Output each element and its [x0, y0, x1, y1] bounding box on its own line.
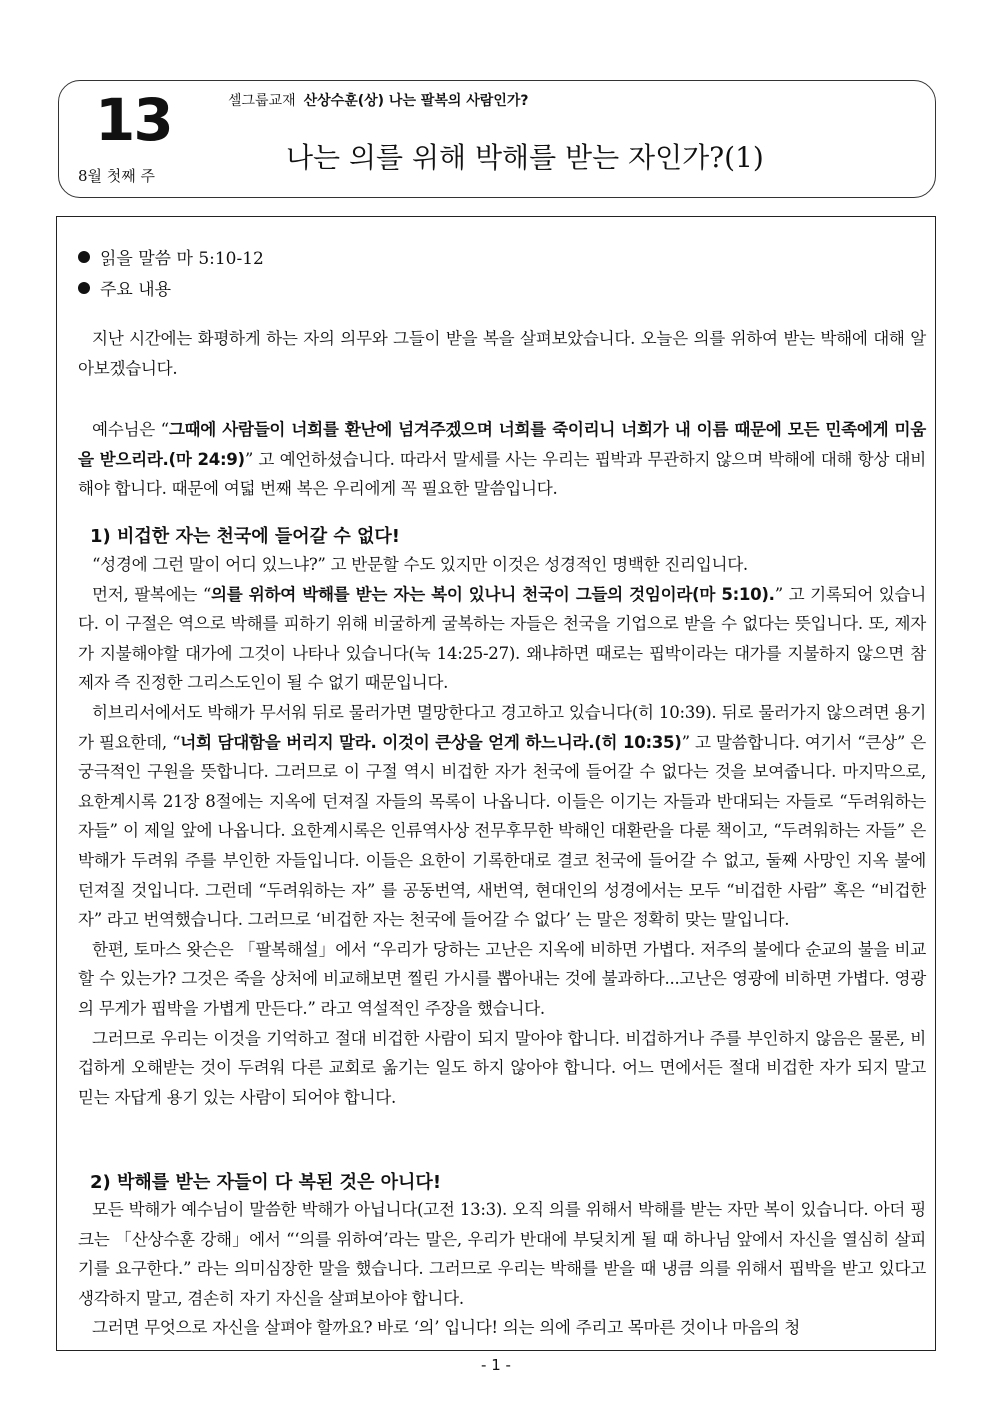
section2-heading: 2) 박해를 받는 자들이 다 복된 것은 아니다!: [90, 1172, 442, 1193]
bullet-dot-icon: [78, 251, 90, 263]
section1-p3-post: ” 고 말씀합니다. 여기서 “큰상” 은 궁극적인 구원을 뜻합니다. 그러므로 이 구절 역시 비겁한 자가 천국에 들어갈 수 없다는 것을 보여줍니다. 마지막으로, 요한계시록 21장 8절에는 지옥에 던져질 자들의 목록이 나옵니다. 이들은 이기는 자들과 반대되는 자들로 “두려워하는 자들” 이 제일 앞에 나옵니다. 요한계시록은 인류역사상 전무후무한 박해인 대환란을 다룬 책이고, “두려워하는 자들” 은 박해가 두려워 주를 부인한 자들입니다. 이들은 요한이 기록한대로 결코 천국에 들어갈 수 없고, 둘째 사망인 지옥 불에 던져질 것입니다. 그런데 “두려워하는 자” 를 공동번역, 새번역, 현대인의 성경에서는 모두 “비겁한 사람” 혹은 “비겁한 자” 라고 번역했습니다. 그러므로 ‘비겁한 자는 천국에 들어갈 수 없다’ 는 말은 정확히 맞는 말입니다.: [78, 732, 926, 930]
section1-p3-quote: 너희 담대함을 버리지 말라. 이것이 큰상을 얻게 하느니라.(히 10:35): [180, 732, 682, 752]
intro-text-1: 지난 시간에는 화평하게 하는 자의 의무와 그들이 받을 복을 살펴보았습니다. 오늘은 의를 위하여 받는 박해에 대해 알아보겠습니다.: [78, 329, 926, 378]
section1-p5: 그러므로 우리는 이것을 기억하고 절대 비겁한 사람이 되지 말아야 합니다. 비겁하거나 주를 부인하지 않음은 물론, 비겁하게 오해받는 것이 두려워 다른 교회로 옮기는 일도 하지 않아야 합니다. 어느 면에서든 절대 비겁한 자가 되지 말고 믿는 자답게 용기 있는 사람이 되어야 합니다.: [78, 1028, 926, 1107]
section1-p2-pre: 먼저, 팔복에는 “: [92, 584, 212, 604]
week-label: 8월 첫째 주: [78, 167, 156, 185]
section1-body: [78, 550, 926, 1112]
intro-paragraph-2: [78, 415, 926, 504]
section1-p3-pre: 히브리서에서도 박해가 무서워 뒤로 물러가면 멸망한다고 경고하고 있습니다(히 10:39). 뒤로 물러가지 않으려면 용기가 필요한데, “: [78, 702, 926, 752]
series-line: [228, 90, 529, 110]
reading-label: 읽을 말씀: [100, 249, 172, 269]
reading-ref: 마 5:10-12: [176, 249, 264, 269]
reading-bullet: [78, 244, 264, 269]
main-content-label: 주요 내용: [100, 280, 172, 300]
page-title: 나는 의를 위해 박해를 받는 자인가?(1): [286, 141, 764, 174]
series-title: 산상수훈(상) 나는 팔복의 사람인가?: [303, 93, 529, 109]
intro-p2-quote: 그때에 사람들이 너희를 환난에 넘겨주겠으며 너희를 죽이리니 너희가 내 이름 때문에 모든 민족에게 미움을 받으리라.(마 24:9): [78, 420, 927, 469]
intro-p2-post: ” 고 예언하셨습니다. 따라서 말세를 사는 우리는 핍박과 무관하지 않으며 박해에 대해 항상 대비해야 합니다. 때문에 여덟 번째 복은 우리에게 꼭 필요한 말씀입니다.: [78, 449, 926, 499]
main-content-bullet: [78, 275, 171, 300]
lesson-number: 13: [95, 86, 172, 154]
section2-p1: 모든 박해가 예수님이 말씀한 박해가 아닙니다(고전 13:3). 오직 의를 위해서 박해를 받는 자만 복이 있습니다. 아더 핑크는 「산상수훈 강해」에서 “‘의를 위하여’라는 말은, 우리가 반대에 부딪치게 될 때 하나님 앞에서 자신을 열심히 살피기를 요구한다.” 라는 의미심장한 말을 했습니다. 그러므로 우리는 박해를 받을 때 냉큼 의를 위해서 핍박을 받고 있다고 생각하지 말고, 겸손히 자기 자신을 살펴보아야 합니다.: [78, 1200, 926, 1308]
section1-heading: 1) 비겁한 자는 천국에 들어갈 수 없다!: [90, 526, 400, 547]
section1-p4: 한편, 토마스 왓슨은 「팔복해설」에서 “우리가 당하는 고난은 지옥에 비하면 가볍다. 저주의 불에다 순교의 불을 비교할 수 있는가? 그것은 죽을 상처에 비교해보면 찔린 가시를 뽑아내는 것에 불과하다...고난은 영광에 비하면 가볍다. 영광의 무게가 핍박을 가볍게 만든다.” 라고 역설적인 주장을 했습니다.: [78, 939, 926, 1018]
section2-p2: 그러면 무엇으로 자신을 살펴야 할까요? 바로 ‘의’ 입니다! 의는 의에 주리고 목마른 것이나 마음의 청: [92, 1318, 801, 1338]
section1-p2: [78, 580, 926, 698]
intro-text-2: [78, 415, 926, 504]
section1-p2-quote: 의를 위하여 박해를 받는 자는 복이 있나니 천국이 그들의 것임이라(마 5:10).: [211, 584, 775, 604]
section1-p3: [78, 698, 926, 935]
section1-p1: “성경에 그런 말이 어디 있느냐?” 고 반문할 수도 있지만 이것은 성경적인 명백한 진리입니다.: [92, 555, 748, 574]
intro-p2-pre: 예수님은 “: [92, 420, 169, 439]
intro-paragraph-1: [78, 324, 926, 383]
section1-p2-post: ” 고 기록되어 있습니다. 이 구절은 역으로 박해를 피하기 위해 비굴하게 굴복하는 자들은 천국을 기업으로 받을 수 없다는 뜻입니다. 또, 제자가 지불해야할 대가에 그것이 나타나 있습니다(눅 14:25-27). 왜냐하면 때로는 핍박이라는 대가를 지불하지 않으면 참 제자 즉 진정한 그리스도인이 될 수 없기 때문입니다.: [78, 584, 927, 693]
series-prefix: 셀그룹교재: [228, 93, 296, 109]
bullet-dot-icon: [78, 282, 90, 294]
section2-body: [78, 1195, 926, 1343]
page-number: - 1 -: [481, 1356, 511, 1374]
